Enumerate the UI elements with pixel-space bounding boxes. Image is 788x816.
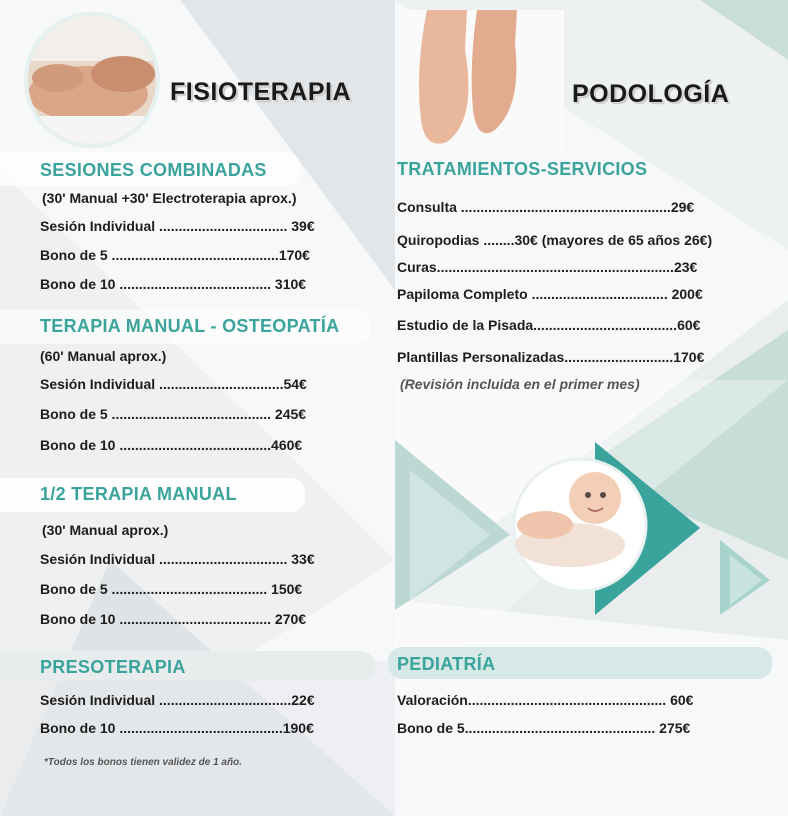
section-title: 1/2 TERAPIA MANUAL [40, 484, 237, 504]
price-row: Valoración................................................... 60€ [397, 692, 694, 708]
fisioterapia-title: FISIOTERAPIA [170, 78, 352, 106]
price-row: Sesión Individual ..................................22€ [40, 692, 315, 708]
price-row: Sesión Individual ................................. 33€ [40, 551, 315, 567]
section-title: SESIONES COMBINADAS [40, 160, 267, 180]
price-row: Bono de 5 ........................................ 150€ [40, 581, 303, 597]
price-row: Plantillas Personalizadas............................170€ [397, 349, 705, 365]
podologia-title: PODOLOGÍA [572, 80, 730, 108]
price-row: Estudio de la Pisada.....................................60€ [397, 317, 701, 333]
price-row: Bono de 5 ...........................................170€ [40, 247, 310, 263]
foot-photo [407, 10, 564, 152]
price-row: Bono de 5................................................. 275€ [397, 720, 691, 736]
price-row: Bono de 5 ......................................... 245€ [40, 406, 307, 422]
section-title: TRATAMIENTOS-SERVICIOS [397, 159, 648, 179]
section-title: PEDIATRÍA [397, 654, 496, 674]
price-row: Quiropodias ........30€ (mayores de 65 años 26€) [397, 232, 713, 248]
massage-photo [24, 12, 160, 148]
price-row: Sesión Individual ................................. 39€ [40, 218, 315, 234]
section-note: (30' Manual aprox.) [42, 522, 169, 538]
section-title: PRESOTERAPIA [40, 657, 186, 677]
price-row: Consulta ......................................................29€ [397, 199, 695, 215]
price-row: Bono de 10 .......................................460€ [40, 437, 303, 453]
section-title: TERAPIA MANUAL - OSTEOPATÍA [40, 316, 340, 336]
price-row: Curas.............................................................23€ [397, 259, 698, 275]
section-note: (60' Manual aprox.) [40, 348, 167, 364]
pediatria-graphic [390, 440, 788, 615]
price-row: Bono de 10 ..........................................190€ [40, 720, 314, 736]
footnote: *Todos los bonos tienen validez de 1 año. [44, 757, 242, 768]
section-note: (Revisión incluida en el primer mes) [400, 376, 640, 392]
price-row: Bono de 10 ....................................... 310€ [40, 276, 307, 292]
section-note: (30' Manual +30' Electroterapia aprox.) [42, 190, 297, 206]
price-row: Sesión Individual ................................54€ [40, 376, 307, 392]
price-row: Papiloma Completo ................................... 200€ [397, 286, 703, 302]
price-row: Bono de 10 ....................................... 270€ [40, 611, 307, 627]
